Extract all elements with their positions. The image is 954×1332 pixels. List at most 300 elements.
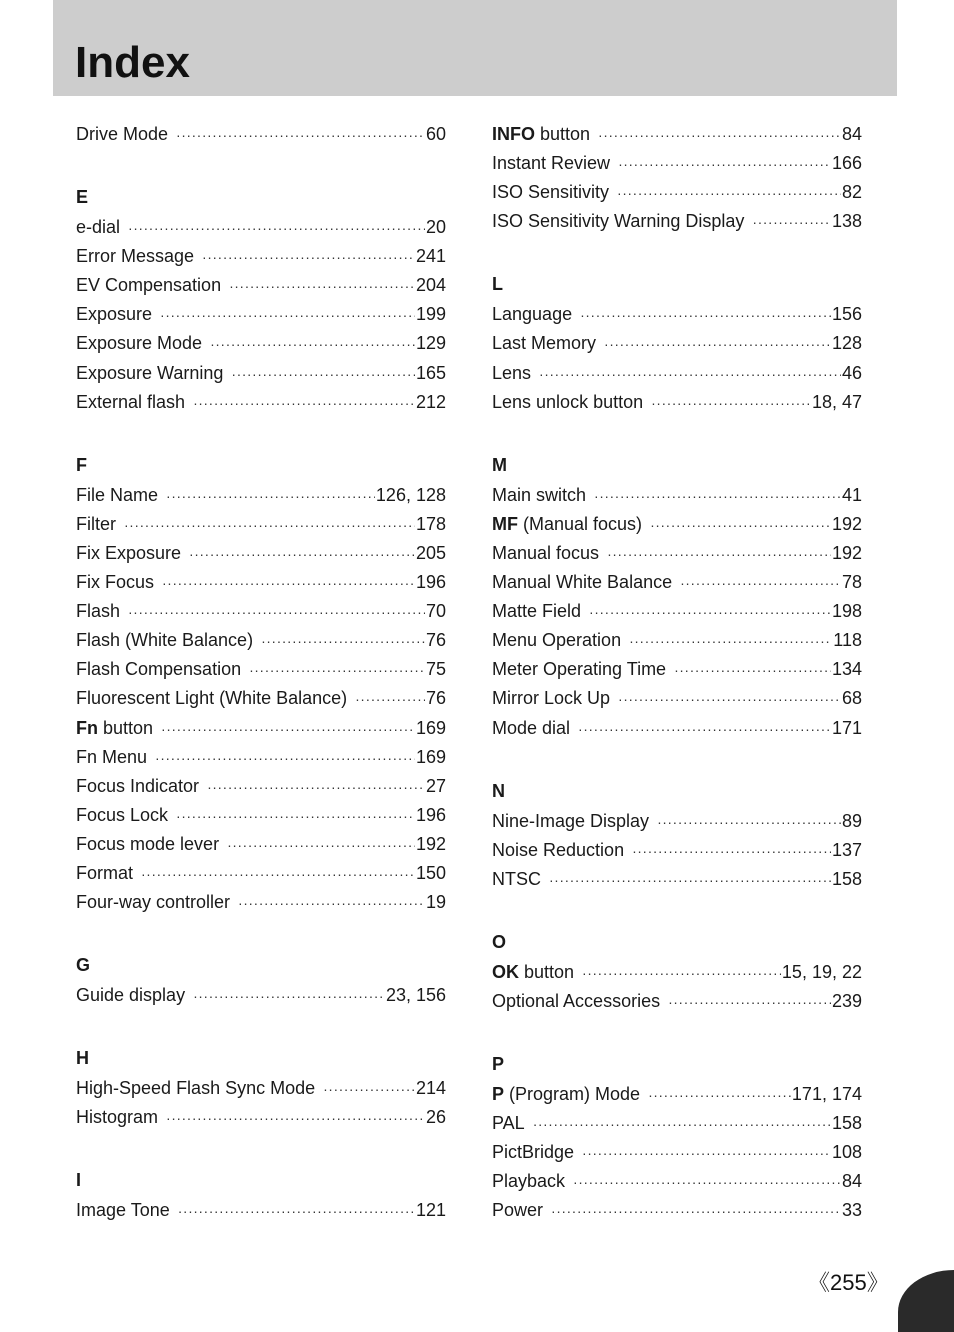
index-entry [76,242,446,271]
index-entry [76,801,446,830]
dot-leader [551,1197,841,1226]
entry-page: 89 [841,810,862,831]
dot-leader [178,1197,415,1226]
index-entry [76,539,446,568]
index-section [492,779,862,894]
entry-label-text: NTSC [492,868,541,889]
entry-label-text: Matte Field [492,601,582,622]
section-letter: N [492,780,505,801]
index-entry [76,1103,446,1132]
entry-page: 126, 128 [375,484,446,505]
entry-page: 82 [841,182,862,203]
entry-label-text: button [519,961,575,982]
entry-label-bold: P [492,1084,505,1105]
dot-leader [161,715,415,744]
index-entry [492,207,862,236]
dot-leader [648,1081,791,1110]
entry-label-text: Fix Focus [76,572,155,593]
section-letter: M [492,454,507,475]
dot-leader [238,889,425,918]
dot-leader [249,656,425,685]
entry-label [76,1196,170,1225]
entry-label-text: Lens unlock button [492,391,644,412]
dot-leader [193,389,415,418]
entry-page: 76 [425,630,446,651]
entry-label-bold: Fn [76,717,98,738]
entry-label [492,865,541,894]
entry-label-text: PictBridge [492,1142,575,1163]
entry-label [76,568,154,597]
entry-label [76,888,230,917]
entry-page: 41 [841,484,862,505]
index-entry [492,388,862,417]
dot-leader [674,656,831,685]
dot-leader [189,540,415,569]
entry-label-text: Playback [492,1171,566,1192]
entry-label [492,714,570,743]
index-entry [76,772,446,801]
entry-label-text: Meter Operating Time [492,659,667,680]
entry-label-text: Guide display [76,985,186,1006]
index-entry [76,481,446,510]
index-entry [492,149,862,178]
dot-leader [128,598,425,627]
entry-label-text: Focus mode lever [76,833,220,854]
entry-label [76,329,202,358]
entry-label [492,388,643,417]
entry-label [492,684,610,713]
entry-page: 121 [415,1200,446,1221]
index-entry [76,684,446,713]
dot-leader [617,179,841,208]
entry-page: 171 [831,717,862,738]
page-number: 《255》 [808,1270,889,1295]
entry-label [492,597,581,626]
entry-label-text: EV Compensation [76,275,222,296]
entry-label [76,743,147,772]
entry-label-text: High-Speed Flash Sync Mode [76,1078,316,1099]
index-entry [76,213,446,242]
index-entry [76,329,446,358]
dot-leader [210,330,415,359]
entry-label-text: Noise Reduction [492,839,625,860]
entry-label-text: Lens [492,362,532,383]
entry-label-text: Last Memory [492,333,597,354]
index-entry [492,539,862,568]
index-entry [492,958,862,987]
entry-label [76,271,221,300]
index-entry [76,271,446,300]
index-entry [76,981,446,1010]
entry-page: 169 [415,717,446,738]
dot-leader [589,598,831,627]
index-entry [76,859,446,888]
entry-label [76,120,168,149]
dot-leader [680,569,841,598]
entry-label-text: PAL [492,1113,525,1134]
section-letter: P [492,1054,505,1075]
entry-page: 192 [831,513,862,534]
entry-label-text: Flash (White Balance) [76,630,254,651]
index-section [492,453,862,743]
entry-label [492,1167,565,1196]
index-entry [76,888,446,917]
index-entry [492,300,862,329]
entry-label [492,1138,574,1167]
index-entry [492,836,862,865]
entry-label [492,655,666,684]
entry-label [492,120,590,149]
entry-label [76,300,152,329]
entry-label [492,510,642,539]
entry-label-text: Drive Mode [76,124,169,144]
entry-label-text: Fluorescent Light (White Balance) [76,688,348,709]
entry-label [492,1080,640,1109]
dot-leader [155,744,415,773]
dot-leader [141,860,415,889]
section-letter: O [492,931,507,952]
dot-leader [323,1075,415,1104]
entry-page: 70 [425,601,446,622]
index-entry [492,987,862,1016]
entry-page: 178 [415,513,446,534]
index-entry [76,1074,446,1103]
entry-label [76,388,185,417]
entry-label-text: Exposure [76,304,153,325]
entry-label-text: Focus Lock [76,804,169,825]
entry-label-text: Histogram [76,1107,159,1128]
section-letter: H [76,1048,89,1069]
index-entry [76,626,446,655]
index-section [76,1168,446,1225]
index-entry [492,568,862,597]
entry-label [76,859,133,888]
index-entry [492,597,862,626]
dot-leader [549,866,831,895]
entry-label [76,801,168,830]
dot-leader [580,301,831,330]
index-entry [492,178,862,207]
section-letter: E [76,187,89,208]
entry-page: 196 [415,804,446,825]
dot-leader [598,121,841,150]
entry-page: 118 [833,630,862,651]
index-section [492,272,862,416]
dot-leader [573,1168,841,1197]
page-header [53,0,897,96]
entry-label [492,1109,525,1138]
dot-leader [227,831,415,860]
section-letter: F [76,454,87,475]
entry-label-text: Power [492,1200,544,1221]
entry-page: 76 [425,688,446,709]
dot-leader [166,1104,425,1133]
entry-page: 171, 174 [791,1084,862,1105]
entry-label-text: e-dial [76,217,121,238]
entry-page: 23, 156 [385,985,446,1006]
index-entry [492,1138,862,1167]
entry-label [492,958,574,987]
index-section [76,953,446,1010]
index-entry [492,1109,862,1138]
entry-label [492,359,531,388]
entry-label [76,213,120,242]
entry-label-bold: OK [492,961,519,982]
entry-label-text: Mode dial [492,717,571,738]
entry-label [76,684,347,713]
entry-page: 205 [415,542,446,563]
dot-leader [124,511,415,540]
entry-page: 19 [425,892,446,913]
index-entry [492,481,862,510]
dot-leader [668,988,831,1017]
entry-page: 84 [841,1171,862,1192]
entry-label-text: Format [76,862,134,883]
index-entry [492,120,862,149]
entry-label [492,568,672,597]
dot-leader [176,802,415,831]
entry-page: 192 [831,542,862,563]
index-entry [492,807,862,836]
entry-label [76,481,158,510]
entry-page: 137 [831,839,862,860]
dot-leader [207,773,425,802]
dot-leader [128,214,425,243]
index-entry [492,329,862,358]
index-entry [492,865,862,894]
entry-label [492,207,744,236]
dot-leader [650,511,831,540]
index-entry [492,1080,862,1109]
entry-label [76,714,153,743]
entry-label-text: button [98,717,154,738]
entry-label-text: Main switch [492,484,587,505]
entry-page: 239 [831,990,862,1011]
entry-page: 75 [425,659,446,680]
section-letter: G [76,955,91,976]
entry-label-text: Menu Operation [492,630,622,651]
entry-label [492,481,586,510]
index-entry [76,388,446,417]
entry-label-text: ISO Sensitivity [492,182,610,203]
entry-label [76,626,253,655]
index-entry [76,743,446,772]
dot-leader [604,330,831,359]
entry-label [492,539,599,568]
section-letter: I [76,1170,82,1191]
entry-label-text: Fn Menu [76,746,148,767]
entry-label-text: ISO Sensitivity Warning Display [492,211,745,232]
entry-page: 158 [831,1113,862,1134]
index-section [76,1046,446,1132]
entry-page: 158 [831,868,862,889]
entry-label-text: Flash [76,601,121,622]
index-entry [76,714,446,743]
index-entry [76,1196,446,1225]
dot-leader [160,301,415,330]
entry-page: 15, 19, 22 [781,961,862,982]
entry-label-text: Instant Review [492,153,611,174]
entry-label-text: Flash Compensation [76,659,242,680]
index-entry [492,1167,862,1196]
entry-label [492,329,596,358]
dot-leader [629,627,832,656]
entry-label [492,807,649,836]
index-entry [76,597,446,626]
dot-leader [533,1110,831,1139]
index-entry [492,626,862,655]
entry-label-text: Exposure Warning [76,362,224,383]
entry-label-text: Mirror Lock Up [492,688,611,709]
corner-tab-decoration [898,1270,954,1332]
dot-leader [632,837,831,866]
dot-leader [618,685,841,714]
entry-page: 78 [841,572,862,593]
index-entry [492,684,862,713]
index-entry [76,510,446,539]
section-letter: L [492,274,503,295]
entry-label-text: External flash [76,391,186,412]
entry-page: 150 [415,862,446,883]
entry-label-text: Nine-Image Display [492,810,650,831]
entry-page: 18, 47 [811,391,862,412]
entry-page: 33 [841,1200,862,1221]
dot-leader [618,150,831,179]
entry-label [492,987,660,1016]
entry-label-text: Fix Exposure [76,542,182,563]
index-section [76,185,446,417]
index-section [76,120,446,149]
dot-leader [261,627,425,656]
entry-label-text: Manual focus [492,542,600,563]
entry-page: 138 [831,211,862,232]
dot-leader [166,482,375,511]
entry-label [492,1196,543,1225]
index-section [492,1052,862,1225]
entry-label-text: Filter [76,513,116,534]
entry-label [492,836,624,865]
entry-label-text: Four-way controller [76,892,231,913]
entry-page: 214 [415,1078,446,1099]
entry-page: 60 [425,124,446,144]
entry-page: 212 [415,391,446,412]
entry-label [76,981,185,1010]
entry-page: 165 [415,362,446,383]
index-entry [76,300,446,329]
index-entry [492,655,862,684]
entry-page: 198 [831,601,862,622]
index-entry [76,830,446,859]
dot-leader [193,982,385,1011]
dot-leader [162,569,415,598]
entry-page: 20 [425,217,446,238]
entry-page: 204 [415,275,446,296]
entry-label-bold: INFO [492,124,535,144]
entry-page: 199 [415,304,446,325]
entry-label-text: button [535,124,591,144]
index-entry [492,510,862,539]
dot-leader [657,808,841,837]
entry-label [492,149,610,178]
entry-page: 26 [425,1107,446,1128]
entry-label-text: Focus Indicator [76,775,200,796]
entry-label [76,1103,158,1132]
index-column-left [76,120,446,1226]
entry-page: 169 [415,746,446,767]
dot-leader [539,360,841,389]
dot-leader [582,1139,831,1168]
entry-page: 134 [831,659,862,680]
entry-label-text: (Manual focus) [518,513,643,534]
entry-label [492,178,609,207]
dot-leader [355,685,425,714]
entry-page: 129 [415,333,446,354]
entry-page: 196 [415,572,446,593]
entry-label [492,626,621,655]
index-entry [76,359,446,388]
index-section [492,120,862,236]
entry-label-text: Exposure Mode [76,333,203,354]
entry-label [76,510,116,539]
index-section [492,930,862,1016]
dot-leader [231,360,415,389]
dot-leader [202,243,415,272]
entry-page: 84 [841,124,862,144]
index-entry [76,655,446,684]
entry-page: 128 [831,333,862,354]
entry-label [76,655,241,684]
index-entry [492,359,862,388]
entry-page: 241 [415,246,446,267]
entry-page: 46 [841,362,862,383]
entry-label-text: Error Message [76,246,195,267]
dot-leader [607,540,831,569]
entry-label-text: Optional Accessories [492,990,661,1011]
entry-label-text: Manual White Balance [492,572,673,593]
entry-label [76,597,120,626]
index-entry [492,714,862,743]
entry-page: 156 [831,304,862,325]
index-entry [492,1196,862,1225]
index-entry [76,120,446,149]
entry-label-text: Image Tone [76,1200,170,1221]
entry-page: 108 [831,1142,862,1163]
entry-label [76,242,194,271]
dot-leader [582,959,781,988]
entry-label [76,1074,315,1103]
index-entry [76,568,446,597]
entry-label [76,830,219,859]
entry-label-bold: MF [492,513,518,534]
entry-page: 27 [425,775,446,796]
entry-label-text: Language [492,304,573,325]
entry-page: 166 [831,153,862,174]
page-title: Index [75,38,190,87]
dot-leader [752,208,831,237]
entry-label-text: File Name [76,484,159,505]
entry-page: 192 [415,833,446,854]
dot-leader [229,272,415,301]
entry-page: 68 [841,688,862,709]
index-section [76,453,446,917]
dot-leader [651,389,811,418]
entry-label [76,539,181,568]
entry-label [76,359,223,388]
dot-leader [578,715,831,744]
entry-label [492,300,572,329]
index-column-right [492,120,862,1226]
dot-leader [176,121,425,150]
